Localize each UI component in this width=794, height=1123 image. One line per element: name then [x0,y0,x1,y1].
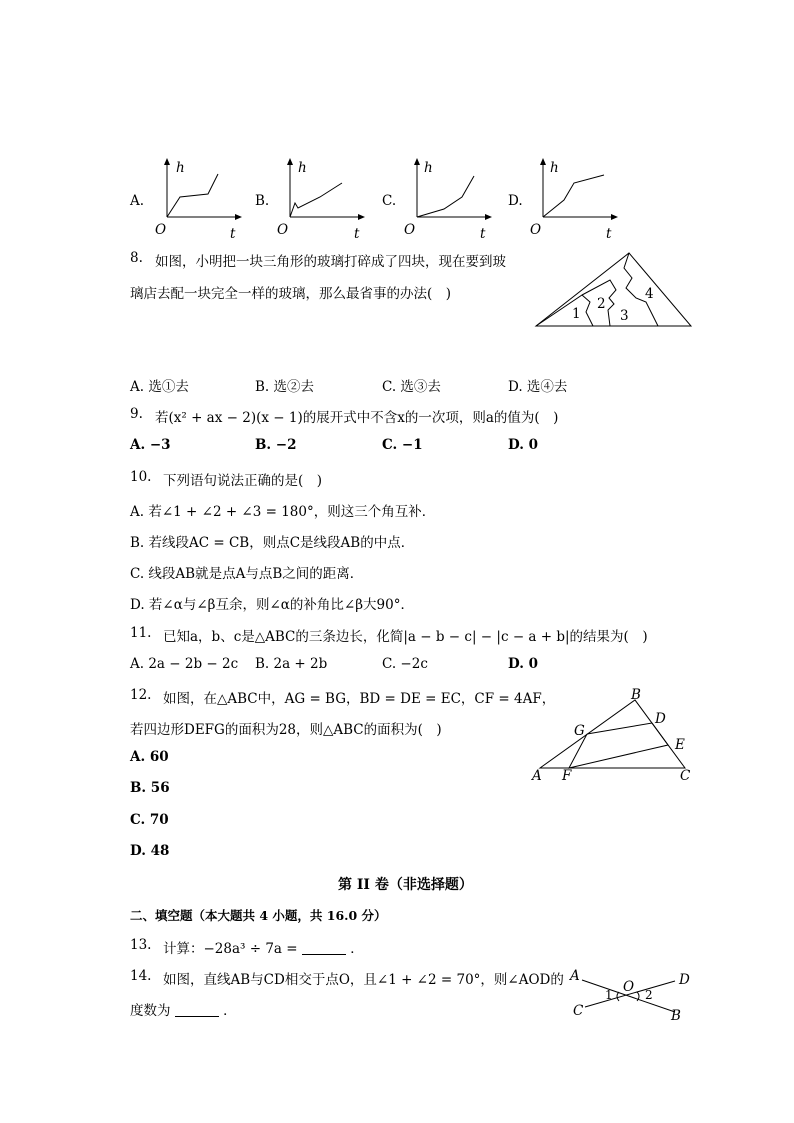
q9-option-a: A. −3 [130,437,171,453]
q14-angle-1: 1 [605,988,613,1002]
q7-c-axis-t: t [480,226,486,242]
q8-text-line1: 如图，小明把一块三角形的玻璃打碎成了四块，现在要到玻 [155,254,506,270]
q8-option-b: B. 选②去 [255,379,315,395]
q12-triangle-figure [530,690,695,790]
q14-text-line2-after: ． [223,1003,237,1019]
q10-text: 下列语句说法正确的是( ) [163,473,323,489]
q7-option-d-label: D. [508,193,523,209]
q9-text: 若(x² + ax − 2)(x − 1)的展开式中不含x的一次项，则a的值为( ) [155,410,559,426]
q12-point-a: A [532,768,542,784]
q8-number: 8. [130,250,143,266]
q14-text-line2-before: 度数为 [130,1003,171,1019]
q7-option-c-label: C. [382,193,397,209]
q10-option-a: A. 若∠1 + ∠2 + ∠3 = 180°，则这三个角互补． [130,504,436,520]
q9-option-d: D. 0 [508,437,539,453]
part2-title: 第 II 卷（非选择题） [338,877,473,893]
q10-option-b: B. 若线段AC = CB，则点C是线段AB的中点． [130,535,415,551]
q7-c-origin: O [404,222,416,238]
q13-text-before: 计算：−28a³ ÷ 7a = [163,941,298,957]
q7-b-axis-h: h [298,160,307,176]
q14-point-b: B [671,1008,681,1024]
q14-angle-2: 2 [645,988,653,1002]
q14-number: 14. [130,968,152,984]
q8-option-a: A. 选①去 [130,379,189,395]
q7-b-axis-t: t [354,226,360,242]
q7-a-origin: O [155,222,167,238]
q8-piece-4: 4 [645,286,654,302]
q7-a-axis-t: t [230,226,236,242]
q8-piece-1: 1 [572,306,581,322]
q12-point-b: B [631,687,641,703]
q7-graph-b [275,155,375,245]
q12-option-c: C. 70 [130,812,169,828]
q12-point-e: E [675,737,685,753]
q7-d-axis-h: h [550,160,559,176]
q14-answer-blank[interactable] [175,1004,219,1017]
q12-text-line2: 若四边形DEFG的面积为28，则△ABC的面积为( ) [130,722,442,738]
q8-piece-2: 2 [597,296,606,312]
q11-text: 已知a，b、c是△ABC的三条边长，化简|a − b − c| − |c − a + b|的结果为( ) [163,629,648,645]
q9-number: 9. [130,406,143,422]
q10-option-d: D. 若∠α与∠β互余，则∠α的补角比∠β大90°． [130,597,414,613]
q14-point-d: D [679,972,690,988]
q12-point-c: C [680,768,691,784]
q14-text-line1: 如图，直线AB与CD相交于点O，且∠1 + ∠2 = 70°，则∠AOD的 [163,972,564,988]
q14-point-a: A [570,968,580,984]
q11-option-a: A. 2a − 2b − 2c [130,656,239,672]
q7-option-b-label: B. [255,193,270,209]
q12-option-a: A. 60 [130,749,169,765]
q12-number: 12. [130,687,152,703]
q8-piece-3: 3 [620,308,629,324]
q12-option-d: D. 48 [130,843,170,859]
q11-option-b: B. 2a + 2b [255,656,328,672]
q13-number: 13. [130,937,152,953]
q8-option-c: C. 选③去 [382,379,441,395]
q9-option-c: C. −1 [382,437,423,453]
q7-d-origin: O [530,222,542,238]
q13-text [163,937,364,957]
q11-option-c: C. −2c [382,656,428,672]
q8-broken-glass-figure [532,250,694,330]
q14-point-c: C [573,1003,584,1019]
q13-answer-blank[interactable] [302,942,346,955]
q10-option-c: C. 线段AB就是点A与点B之间的距离． [130,566,364,582]
q12-point-f: F [562,768,572,784]
q12-point-g: G [574,723,585,739]
q8-option-d: D. 选④去 [508,379,568,395]
q12-text-line1: 如图，在△ABC中，AG = BG，BD = DE = EC，CF = 4AF， [163,691,556,707]
q10-number: 10. [130,469,152,485]
q9-option-b: B. −2 [255,437,297,453]
q13-text-after: ． [350,941,364,957]
q11-number: 11. [130,625,152,641]
q14-point-o: O [623,979,635,995]
q11-option-d: D. 0 [508,656,539,672]
q7-d-axis-t: t [606,226,612,242]
section2-heading: 二、填空题（本大题共 4 小题，共 16.0 分） [130,908,387,923]
q7-b-origin: O [277,222,289,238]
q14-intersecting-lines-figure [575,970,685,1020]
q7-option-a-label: A. [130,193,145,209]
q7-c-axis-h: h [424,160,433,176]
q12-point-d: D [655,711,666,727]
q14-text-line2 [130,999,237,1019]
q12-option-b: B. 56 [130,780,170,796]
q7-a-axis-h: h [176,160,185,176]
q8-text-line2: 璃店去配一块完全一样的玻璃，那么最省事的办法( ) [130,286,452,302]
